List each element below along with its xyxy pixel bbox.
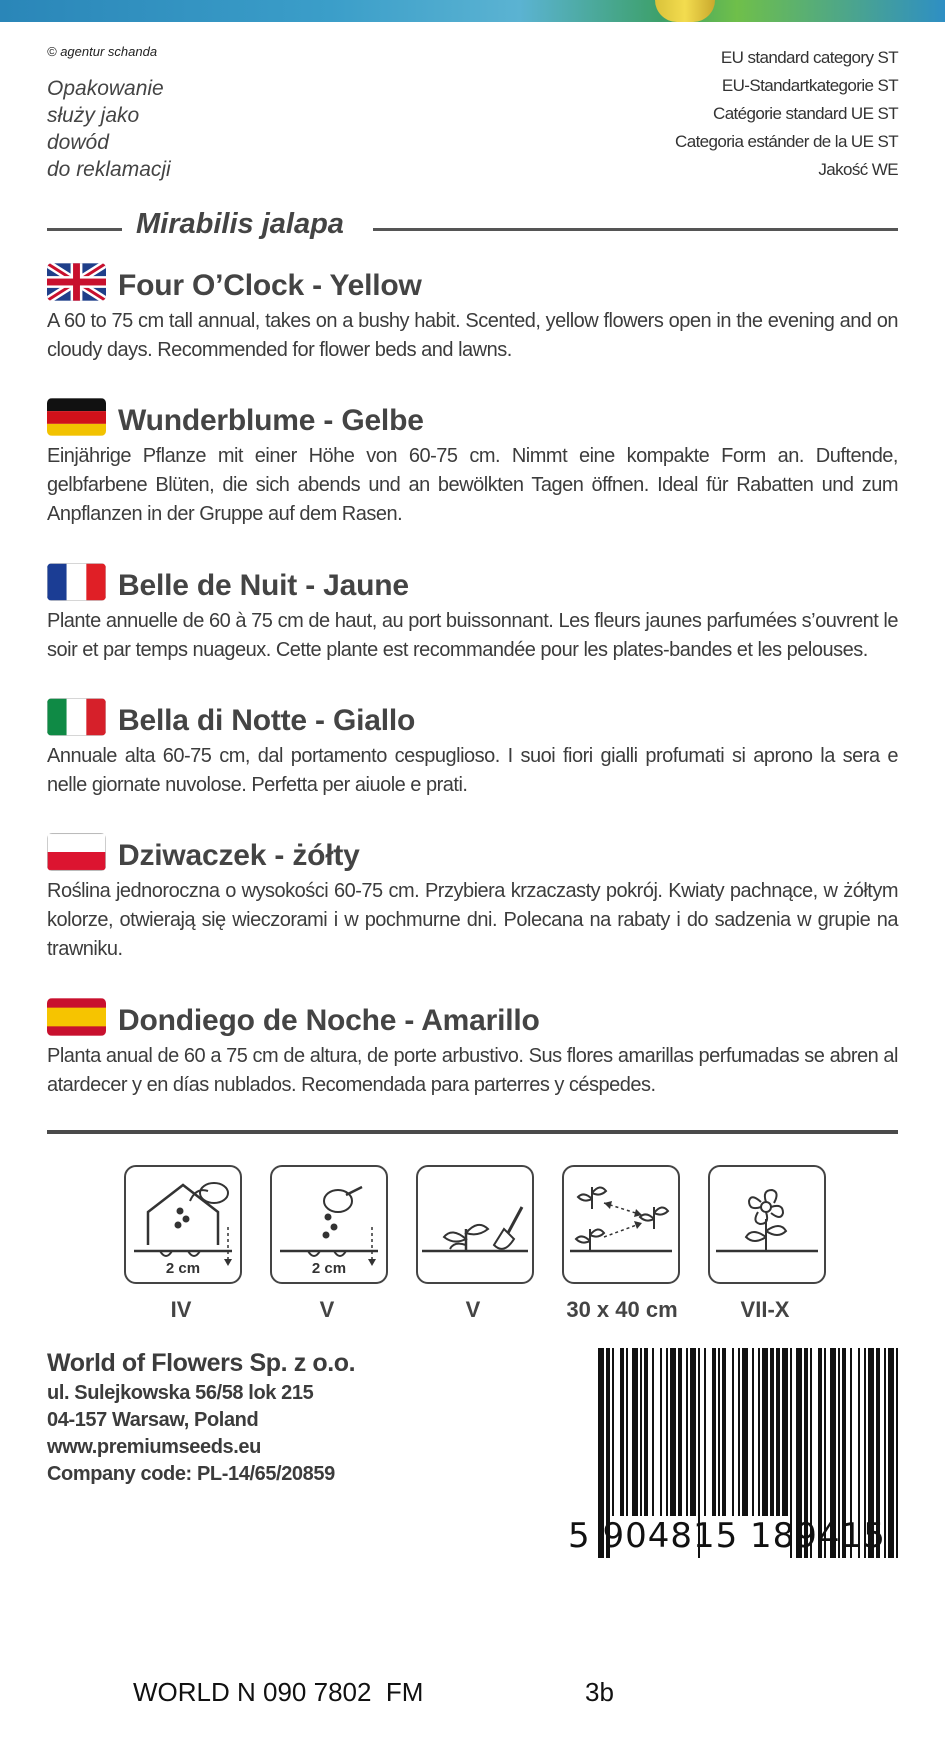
flower-fragment bbox=[655, 0, 715, 22]
section-title: Belle de Nuit - Jaune bbox=[118, 569, 409, 602]
rule-right bbox=[373, 228, 898, 231]
species-header bbox=[47, 208, 898, 248]
barcode-bar bbox=[644, 1348, 648, 1516]
eu-category-line: EU standard category ST bbox=[720, 48, 898, 67]
barcode-bar bbox=[660, 1348, 662, 1516]
barcode-bar bbox=[666, 1348, 668, 1516]
eu-category-line: EU-Standartkategorie ST bbox=[721, 76, 898, 95]
spain-flag-icon bbox=[47, 998, 106, 1036]
germany-flag-icon bbox=[47, 398, 106, 436]
company-address-line: 04-157 Warsaw, Poland bbox=[47, 1409, 259, 1431]
complaint-note-line: dowód bbox=[47, 131, 109, 154]
section-divider bbox=[47, 1130, 898, 1134]
section-text: Einjährige Pflanze mit einer Höhe von 60-75 cm. Nimmt eine kompakte Form an. Duftende, gelbfarbene Blüten, die sich abends und an bewölkten Tagen öffnen. Ideal für Rabatten und zum Anpflanzen in der Gruppe auf dem Rasen. bbox=[47, 445, 898, 525]
company-address-line: ul. Sulejkowska 56/58 lok 215 bbox=[47, 1382, 314, 1404]
barcode-bar bbox=[732, 1348, 734, 1516]
barcode-bar bbox=[690, 1348, 696, 1516]
barcode-bar bbox=[782, 1348, 788, 1516]
section-title: Four O’Clock - Yellow bbox=[118, 269, 422, 302]
section-text: Plante annuelle de 60 à 75 cm de haut, au port buissonnant. Les fleurs jaunes parfumées s’ouvrent le soir et par temps nuageux. Cette plante est recommandée pour les plates-bandes et les pelouses. bbox=[47, 610, 898, 661]
eu-category-line: Catégorie standard UE ST bbox=[713, 104, 898, 123]
italy-flag-icon bbox=[47, 698, 106, 736]
barcode-bar bbox=[722, 1348, 726, 1516]
barcode-bar bbox=[758, 1348, 760, 1516]
barcode-bar bbox=[620, 1348, 624, 1516]
uk-flag-icon bbox=[47, 263, 106, 301]
complaint-note-line: Opakowanie bbox=[47, 77, 164, 100]
icon-label: V bbox=[465, 1297, 481, 1322]
barcode-bar bbox=[762, 1348, 768, 1516]
print-code: WORLD N 090 7802 FM bbox=[133, 1677, 424, 1707]
company-code: Company code: PL-14/65/20859 bbox=[47, 1463, 335, 1485]
icon-label: V bbox=[319, 1297, 335, 1322]
eu-category-block bbox=[675, 44, 898, 184]
company-website: www.premiumseeds.eu bbox=[47, 1436, 261, 1458]
complaint-note-line: służy jako bbox=[47, 104, 140, 127]
complaint-note-line: do reklamacji bbox=[47, 158, 171, 181]
barcode-bar bbox=[632, 1348, 638, 1516]
complaint-note bbox=[47, 75, 171, 183]
barcode-bar bbox=[704, 1348, 706, 1516]
barcode-bar bbox=[742, 1348, 748, 1516]
poland-flag-icon bbox=[47, 833, 106, 871]
section-text: Roślina jednoroczna o wysokości 60-75 cm. Przybiera krzaczasty pokrój. Kwiaty pachnące, w żółtym kolorze, otwierają się wieczorami i w pochmurne dni. Polecana na rabaty i do sadzenia w grupie na trawniku. bbox=[47, 880, 898, 960]
indoor-sowing-icon bbox=[124, 1165, 242, 1284]
barcode-bar bbox=[718, 1348, 720, 1516]
plant-spacing-icon bbox=[562, 1165, 680, 1284]
section-title: Bella di Notte - Giallo bbox=[118, 704, 416, 737]
barcode-bar bbox=[776, 1348, 780, 1516]
section-title: Wunderblume - Gelbe bbox=[118, 404, 424, 437]
icon-label: VII-X bbox=[740, 1297, 790, 1322]
latin-name: Mirabilis jalapa bbox=[136, 208, 344, 240]
barcode-number: 5 904815 189415 bbox=[568, 1516, 886, 1556]
barcode-bar bbox=[652, 1348, 654, 1516]
section-text: A 60 to 75 cm tall annual, takes on a bushy habit. Scented, yellow flowers open in the evening and on cloudy days. Recommended for flower beds and lawns. bbox=[47, 310, 898, 361]
france-flag-icon bbox=[47, 563, 106, 601]
section-title: Dondiego de Noche - Amarillo bbox=[118, 1004, 540, 1037]
transplanting-icon bbox=[416, 1165, 534, 1284]
section-text: Planta anual de 60 a 75 cm de altura, de porte arbustivo. Sus flores amarillas perfumadas se abren al atardecer y en días nublados. Recomendada para parterres y céspedes. bbox=[47, 1045, 898, 1096]
barcode-bar bbox=[712, 1348, 716, 1516]
barcode-bar bbox=[640, 1348, 642, 1516]
company-name: World of Flowers Sp. z o.o. bbox=[47, 1349, 356, 1377]
print-version: 3b bbox=[585, 1677, 614, 1707]
eu-category-line: Jakość WE bbox=[818, 160, 898, 179]
barcode-bar bbox=[770, 1348, 774, 1516]
barcode-bar bbox=[686, 1348, 688, 1516]
depth-label: 2 cm bbox=[311, 1260, 347, 1277]
copyright-note: © agentur schanda bbox=[47, 44, 158, 59]
company-info bbox=[47, 1346, 355, 1488]
eu-category-line: Categoria estánder de la UE ST bbox=[675, 132, 898, 151]
icon-label: 30 x 40 cm bbox=[566, 1297, 678, 1322]
barcode-bar bbox=[626, 1348, 628, 1516]
section-text: Annuale alta 60-75 cm, dal portamento cespuglioso. I suoi fiori gialli profumati si aprono la sera e nelle giornate nuvolose. Perfetta per aiuole e prati. bbox=[47, 745, 898, 796]
top-photo-strip bbox=[0, 0, 945, 22]
section-title: Dziwaczek - żółty bbox=[118, 839, 360, 872]
outdoor-sowing-icon bbox=[270, 1165, 388, 1284]
barcode-bar bbox=[612, 1348, 614, 1516]
barcode-bar bbox=[670, 1348, 676, 1516]
barcode-bar bbox=[752, 1348, 754, 1516]
depth-label: 2 cm bbox=[165, 1260, 201, 1277]
rule-left bbox=[47, 228, 122, 231]
icon-label: IV bbox=[170, 1297, 192, 1322]
flowering-icon bbox=[708, 1165, 826, 1284]
barcode-bar bbox=[678, 1348, 682, 1516]
barcode-bar bbox=[738, 1348, 740, 1516]
